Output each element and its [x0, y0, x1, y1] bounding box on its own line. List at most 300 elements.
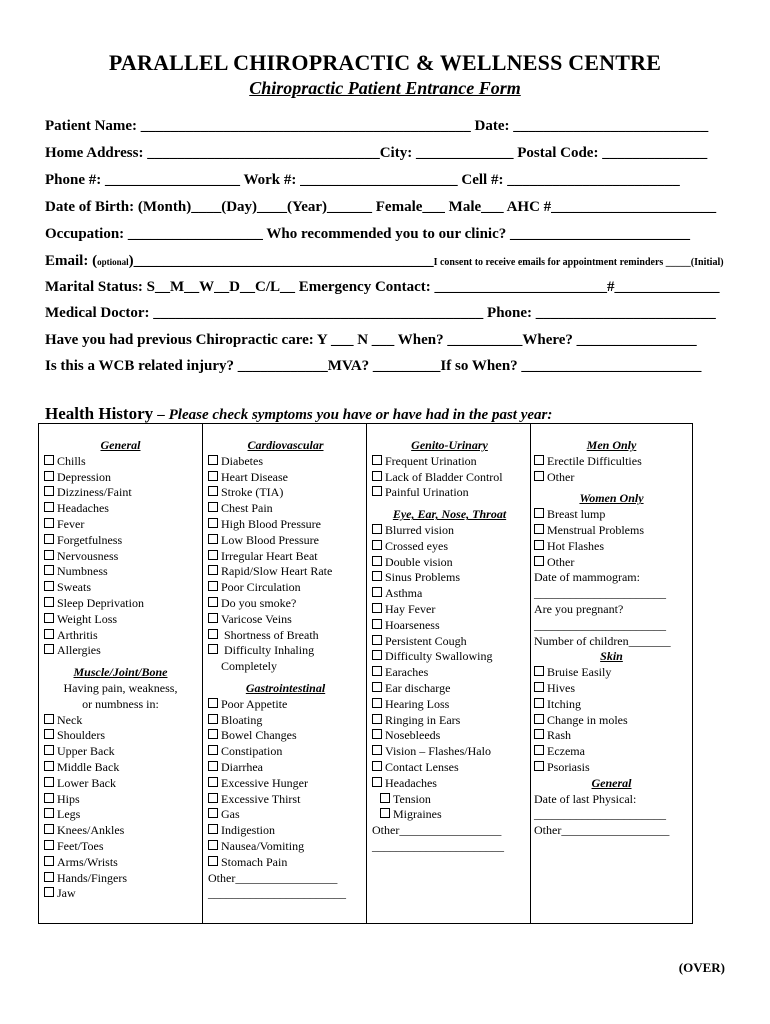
- checkbox-icon[interactable]: [208, 777, 218, 787]
- checkbox-icon[interactable]: [380, 793, 390, 803]
- symptom-label: Other: [547, 469, 575, 484]
- symptom-label: Legs: [57, 807, 81, 822]
- symptom-checkbox-item[interactable]: [534, 760, 689, 776]
- symptom-label: High Blood Pressure: [221, 516, 321, 531]
- column-cardiovascular: [208, 438, 363, 902]
- symptom-checkbox-item[interactable]: [208, 628, 363, 644]
- eent-heading: Eye, Ear, Nose, Throat: [392, 507, 507, 522]
- symptom-label: Shoulders: [57, 728, 105, 743]
- symptom-checkbox-item[interactable]: [44, 839, 197, 855]
- symptom-checkbox-item[interactable]: [208, 454, 363, 470]
- general-heading-women: General: [591, 775, 632, 790]
- checkbox-icon[interactable]: [372, 745, 382, 755]
- symptom-checkbox-item[interactable]: [208, 713, 363, 729]
- mjb-note: or numbness in:: [82, 696, 159, 711]
- checkbox-icon[interactable]: [44, 471, 54, 481]
- symptom-label: Hot Flashes: [547, 538, 604, 553]
- checkbox-icon[interactable]: [44, 856, 54, 866]
- symptom-label: Menstrual Problems: [547, 522, 644, 537]
- symptom-checkbox-item[interactable]: [44, 533, 197, 549]
- symptom-checkbox-item[interactable]: [44, 517, 197, 533]
- symptom-checkbox-item[interactable]: [44, 612, 197, 628]
- checkbox-icon[interactable]: [44, 824, 54, 834]
- symptom-checkbox-item[interactable]: [372, 485, 527, 501]
- checkbox-icon[interactable]: [372, 524, 382, 534]
- checkbox-icon[interactable]: [208, 729, 218, 739]
- checkbox-icon[interactable]: [44, 729, 54, 739]
- symptom-label: Asthma: [385, 586, 423, 601]
- cardio-list: [208, 454, 363, 659]
- symptom-checkbox-item[interactable]: [44, 501, 197, 517]
- checkbox-icon[interactable]: [372, 455, 382, 465]
- checkbox-icon[interactable]: [208, 840, 218, 850]
- symptom-checkbox-item[interactable]: [372, 539, 527, 555]
- checkbox-icon[interactable]: [372, 556, 382, 566]
- checkbox-icon[interactable]: [372, 619, 382, 629]
- checkbox-icon[interactable]: [44, 761, 54, 771]
- symptom-label: Nausea/Vomiting: [221, 838, 305, 853]
- symptom-label: Stroke (TIA): [221, 485, 284, 500]
- wcb-injury-line[interactable]: Is this a WCB related injury? ____________MVA? _________If so When? ________________________: [45, 358, 702, 374]
- symptom-label: Nervousness: [57, 548, 119, 563]
- symptom-label: Feet/Toes: [57, 838, 104, 853]
- symptom-label: Depression: [57, 469, 111, 484]
- cardiovascular-heading: Cardiovascular: [247, 438, 324, 452]
- symptom-label: Painful Urination: [385, 485, 469, 500]
- cardio-continued: Completely: [221, 659, 277, 674]
- symptom-checkbox-item[interactable]: [534, 713, 689, 729]
- symptom-checkbox-item[interactable]: [372, 618, 527, 634]
- women-other-field[interactable]: Other__________________: [534, 823, 670, 838]
- checkbox-icon[interactable]: [44, 486, 54, 496]
- gu-list: [372, 454, 527, 501]
- symptom-checkbox-item[interactable]: [534, 697, 689, 713]
- symptom-label: Upper Back: [57, 744, 115, 759]
- symptom-checkbox-item[interactable]: [44, 485, 197, 501]
- checkbox-icon[interactable]: [44, 518, 54, 528]
- symptom-checkbox-item[interactable]: [534, 523, 689, 539]
- checkbox-icon[interactable]: [44, 502, 54, 512]
- previous-care-line[interactable]: Have you had previous Chiropractic care: Y ___ N ___ When? __________Where? ________________: [45, 332, 697, 348]
- checkbox-icon[interactable]: [208, 550, 218, 560]
- symptom-label: Hips: [57, 791, 80, 806]
- symptom-label: Gas: [221, 807, 240, 822]
- medical-doctor-line[interactable]: Medical Doctor: ____________________________________________ Phone: ________________________: [45, 305, 716, 321]
- muscle-joint-bone-heading: Muscle/Joint/Bone: [73, 665, 168, 680]
- symptom-label: Difficulty Swallowing: [385, 649, 493, 664]
- symptom-label: Sweats: [57, 580, 91, 595]
- symptom-checkbox-item[interactable]: [208, 533, 363, 549]
- symptom-checkbox-item[interactable]: [372, 454, 527, 470]
- symptom-checkbox-item[interactable]: [44, 713, 197, 729]
- symptom-checkbox-item[interactable]: [44, 855, 197, 871]
- checkbox-icon[interactable]: [208, 856, 218, 866]
- checkbox-icon[interactable]: [372, 682, 382, 692]
- symptom-checkbox-item[interactable]: [372, 728, 527, 744]
- checkbox-icon[interactable]: [534, 714, 544, 724]
- symptom-checkbox-item[interactable]: [372, 586, 527, 602]
- symptom-checkbox-item[interactable]: [44, 744, 197, 760]
- symptom-label: Change in moles: [547, 712, 628, 727]
- cardio-other-line[interactable]: _______________________: [208, 886, 346, 901]
- symptom-checkbox-item[interactable]: [372, 744, 527, 760]
- symptom-label: Eczema: [547, 744, 585, 759]
- symptom-checkbox-item[interactable]: [208, 744, 363, 760]
- symptom-label: Indigestion: [221, 823, 275, 838]
- symptom-label: Bloating: [221, 712, 263, 727]
- email-consent[interactable]: I consent to receive emails for appointment reminders _____(Initial): [433, 257, 724, 268]
- checkbox-icon[interactable]: [372, 571, 382, 581]
- symptom-label: Numbness: [57, 564, 108, 579]
- checkbox-icon[interactable]: [44, 534, 54, 544]
- checkbox-icon[interactable]: [534, 455, 544, 465]
- column-divider: [530, 424, 531, 923]
- checkbox-icon[interactable]: [380, 808, 390, 818]
- symptom-label: Shortness of Breath: [221, 627, 319, 642]
- symptom-checkbox-item[interactable]: [208, 776, 363, 792]
- symptom-checkbox-item[interactable]: [44, 807, 197, 823]
- symptom-checkbox-item[interactable]: [372, 634, 527, 650]
- checkbox-icon[interactable]: [44, 644, 54, 654]
- gastrointestinal-heading: Gastrointestinal: [245, 680, 326, 695]
- symptom-label: Arthritis: [57, 627, 98, 642]
- symptom-label: Crossed eyes: [385, 538, 448, 553]
- symptom-checkbox-item[interactable]: [208, 855, 363, 871]
- pregnant-label: Are you pregnant?: [534, 601, 624, 616]
- checkbox-icon[interactable]: [208, 793, 218, 803]
- checkbox-icon[interactable]: [372, 471, 382, 481]
- date-of-birth-line[interactable]: Date of Birth: (Month)____(Day)____(Year)______ Female___ Male___ AHC #______________________: [45, 199, 717, 215]
- symptom-label: Headaches: [385, 775, 437, 790]
- symptom-checkbox-item[interactable]: [208, 580, 363, 596]
- symptom-checkbox-item[interactable]: [534, 539, 689, 555]
- symptom-checkbox-item[interactable]: [44, 564, 197, 580]
- occupation-line[interactable]: Occupation: __________________ Who recommended you to our clinic? ________________________: [45, 226, 690, 242]
- symptom-checkbox-item[interactable]: [372, 713, 527, 729]
- health-history-instructions: – Please check symptoms you have or have had in the past year:: [157, 407, 553, 423]
- symptom-checkbox-item[interactable]: [534, 507, 689, 523]
- symptom-label: Irregular Heart Beat: [221, 548, 318, 563]
- symptom-checkbox-item[interactable]: [208, 470, 363, 486]
- symptom-checkbox-item[interactable]: [372, 697, 527, 713]
- checkbox-icon[interactable]: [534, 682, 544, 692]
- symptom-checkbox-item[interactable]: [372, 570, 527, 586]
- symptom-checkbox-item[interactable]: [44, 728, 197, 744]
- email-line[interactable]: [45, 253, 735, 270]
- symptom-label: Itching: [547, 696, 581, 711]
- checkbox-icon[interactable]: [208, 698, 218, 708]
- skin-list: [534, 665, 689, 776]
- checkbox-icon[interactable]: [372, 777, 382, 787]
- symptom-checkbox-item[interactable]: [372, 523, 527, 539]
- symptom-checkbox-item[interactable]: [534, 728, 689, 744]
- symptom-checkbox-item[interactable]: [44, 628, 197, 644]
- symptom-label: Difficulty Inhaling: [221, 643, 315, 658]
- symptom-label: Poor Circulation: [221, 580, 301, 595]
- symptom-checkbox-item[interactable]: [44, 776, 197, 792]
- checkbox-icon[interactable]: [534, 524, 544, 534]
- women-list: [534, 507, 689, 570]
- symptom-label: Hands/Fingers: [57, 870, 127, 885]
- symptom-label: Do you smoke?: [221, 595, 297, 610]
- symptom-checkbox-item[interactable]: [208, 643, 363, 659]
- column-divider: [202, 424, 203, 923]
- checkbox-icon[interactable]: [44, 565, 54, 575]
- checkbox-icon[interactable]: [44, 455, 54, 465]
- checkbox-icon[interactable]: [534, 729, 544, 739]
- checkbox-icon[interactable]: [208, 745, 218, 755]
- checkbox-icon[interactable]: [372, 761, 382, 771]
- cardio-other-field[interactable]: Other_________________: [208, 870, 338, 885]
- symptom-label: Earaches: [385, 665, 429, 680]
- clinic-title: PARALLEL CHIROPRACTIC & WELLNESS CENTRE: [108, 50, 662, 75]
- health-history-title: Health History: [45, 404, 154, 423]
- symptom-checkbox-item[interactable]: [44, 596, 197, 612]
- men-list: [534, 454, 689, 486]
- genito-urinary-heading: Genito-Urinary: [411, 438, 488, 452]
- symptom-checkbox-item[interactable]: [208, 564, 363, 580]
- symptom-checkbox-item[interactable]: [208, 517, 363, 533]
- patient-name-line[interactable]: Patient Name: ____________________________________________ Date: __________________________: [45, 118, 709, 134]
- symptom-label: Excessive Thirst: [221, 791, 301, 806]
- marital-status-line[interactable]: Marital Status: S__M__W__D__C/L__ Emergency Contact: _______________________#______________: [45, 279, 720, 295]
- men-only-heading: Men Only: [586, 438, 637, 452]
- symptom-label: Hoarseness: [385, 617, 440, 632]
- checkbox-icon[interactable]: [208, 455, 218, 465]
- symptom-checkbox-item[interactable]: [380, 792, 527, 808]
- symptom-checkbox-item[interactable]: [380, 807, 527, 823]
- form-subtitle: Chiropractic Patient Entrance Form: [249, 78, 521, 98]
- symptom-checkbox-item[interactable]: [208, 760, 363, 776]
- symptom-checkbox-item[interactable]: [534, 744, 689, 760]
- email-label: Email: (: [45, 253, 98, 269]
- mjb-note: Having pain, weakness,: [63, 680, 178, 695]
- checkbox-icon[interactable]: [534, 761, 544, 771]
- column-genito-urinary: [372, 438, 527, 855]
- symptom-checkbox-item[interactable]: [208, 807, 363, 823]
- symptom-checkbox-item[interactable]: [44, 454, 197, 470]
- symptom-checkbox-item[interactable]: [44, 823, 197, 839]
- symptom-checkbox-item[interactable]: [208, 697, 363, 713]
- symptom-checkbox-item[interactable]: [208, 612, 363, 628]
- symptom-label: Double vision: [385, 554, 453, 569]
- checkbox-icon[interactable]: [44, 872, 54, 882]
- checkbox-icon[interactable]: [208, 486, 218, 496]
- symptom-label: Persistent Cough: [385, 633, 467, 648]
- gi-list: [208, 697, 363, 871]
- checkbox-icon[interactable]: [372, 729, 382, 739]
- symptom-checkbox-item[interactable]: [44, 792, 197, 808]
- symptom-label: Frequent Urination: [385, 453, 477, 468]
- home-address-line[interactable]: Home Address: _______________________________City: _____________ Postal Code: ______________: [45, 145, 708, 161]
- checkbox-icon[interactable]: [208, 597, 218, 607]
- eent-other-field[interactable]: Other_________________: [372, 823, 502, 838]
- mammogram-field[interactable]: ______________________: [534, 586, 666, 601]
- symptom-checkbox-item[interactable]: [208, 596, 363, 612]
- symptom-label: Chest Pain: [221, 501, 273, 516]
- checkbox-icon[interactable]: [208, 502, 218, 512]
- symptom-checkbox-item[interactable]: [208, 501, 363, 517]
- symptom-label: Bruise Easily: [547, 665, 612, 680]
- symptom-label: Weight Loss: [57, 611, 118, 626]
- checkbox-icon[interactable]: [534, 698, 544, 708]
- symptom-checkbox-item[interactable]: [208, 728, 363, 744]
- physical-field[interactable]: ______________________: [534, 807, 666, 822]
- checkbox-icon[interactable]: [208, 565, 218, 575]
- checkbox-icon[interactable]: [44, 840, 54, 850]
- checkbox-icon[interactable]: [208, 518, 218, 528]
- symptom-label: Poor Appetite: [221, 696, 288, 711]
- symptom-label: Erectile Difficulties: [547, 453, 642, 468]
- mjb-list: [44, 713, 197, 903]
- checkbox-icon[interactable]: [44, 793, 54, 803]
- symptom-label: Sinus Problems: [385, 570, 461, 585]
- symptom-label: Low Blood Pressure: [221, 532, 319, 547]
- symptom-label: Diarrhea: [221, 759, 263, 774]
- checkbox-icon[interactable]: [372, 603, 382, 613]
- checkbox-icon[interactable]: [534, 745, 544, 755]
- checkbox-icon[interactable]: [44, 550, 54, 560]
- phone-line[interactable]: Phone #: __________________ Work #: _____________________ Cell #: _______________________: [45, 172, 680, 188]
- symptom-label: Neck: [57, 712, 83, 727]
- symptom-checkbox-item[interactable]: [208, 485, 363, 501]
- symptom-checkbox-item[interactable]: [44, 580, 197, 596]
- symptom-label: Forgetfulness: [57, 532, 123, 547]
- symptom-checkbox-item[interactable]: [372, 665, 527, 681]
- symptom-label: Migraines: [393, 807, 442, 822]
- symptom-checkbox-item[interactable]: [44, 549, 197, 565]
- symptom-label: Fever: [57, 516, 85, 531]
- symptom-label: Diabetes: [221, 453, 263, 468]
- checkbox-icon[interactable]: [534, 556, 544, 566]
- checkbox-icon[interactable]: [44, 629, 54, 639]
- symptom-checkbox-item[interactable]: [44, 760, 197, 776]
- eent-list: [372, 523, 527, 792]
- symptom-checkbox-item[interactable]: [534, 681, 689, 697]
- column-men-women: [534, 438, 689, 839]
- symptom-checkbox-item[interactable]: [44, 871, 197, 887]
- checkbox-icon[interactable]: [44, 887, 54, 897]
- symptom-checkbox-item[interactable]: [44, 643, 197, 659]
- symptom-checkbox-item[interactable]: [372, 649, 527, 665]
- checkbox-icon[interactable]: [208, 644, 218, 654]
- checkbox-icon[interactable]: [208, 808, 218, 818]
- symptom-checkbox-item[interactable]: [208, 792, 363, 808]
- symptom-checkbox-item[interactable]: [372, 681, 527, 697]
- pregnant-field[interactable]: ______________________: [534, 617, 666, 632]
- symptom-checkbox-item[interactable]: [44, 470, 197, 486]
- symptom-checkbox-item[interactable]: [372, 760, 527, 776]
- symptom-label: Middle Back: [57, 759, 120, 774]
- symptom-checkbox-item[interactable]: [534, 454, 689, 470]
- checkbox-icon[interactable]: [208, 761, 218, 771]
- health-history-heading: [45, 404, 552, 424]
- checkbox-icon[interactable]: [44, 597, 54, 607]
- checkbox-icon[interactable]: [372, 635, 382, 645]
- symptom-checkbox-item[interactable]: [372, 776, 527, 792]
- checkbox-icon[interactable]: [372, 540, 382, 550]
- checkbox-icon[interactable]: [372, 486, 382, 496]
- checkbox-icon[interactable]: [44, 581, 54, 591]
- column-divider: [366, 424, 367, 923]
- checkbox-icon[interactable]: [372, 698, 382, 708]
- checkbox-icon[interactable]: [372, 650, 382, 660]
- symptom-label: Excessive Hunger: [221, 775, 308, 790]
- checkbox-icon[interactable]: [208, 471, 218, 481]
- symptom-label: Lower Back: [57, 775, 116, 790]
- symptom-label: Allergies: [57, 643, 101, 658]
- symptoms-table: [38, 423, 693, 924]
- checkbox-icon[interactable]: [372, 587, 382, 597]
- checkbox-icon[interactable]: [534, 508, 544, 518]
- symptom-label: Heart Disease: [221, 469, 288, 484]
- checkbox-icon[interactable]: [44, 613, 54, 623]
- email-optional: optional: [97, 257, 129, 267]
- checkbox-icon[interactable]: [534, 471, 544, 481]
- checkbox-icon[interactable]: [208, 581, 218, 591]
- symptom-label: Ear discharge: [385, 680, 451, 695]
- symptom-label: Nosebleeds: [385, 728, 441, 743]
- checkbox-icon[interactable]: [44, 808, 54, 818]
- symptom-checkbox-item[interactable]: [534, 555, 689, 571]
- physical-label: Date of last Physical:: [534, 791, 637, 806]
- symptom-label: Chills: [57, 453, 86, 468]
- column-general: [44, 438, 197, 902]
- checkbox-icon[interactable]: [44, 777, 54, 787]
- symptom-checkbox-item[interactable]: [372, 602, 527, 618]
- symptom-checkbox-item[interactable]: [44, 886, 197, 902]
- checkbox-icon[interactable]: [208, 714, 218, 724]
- symptom-checkbox-item[interactable]: [208, 839, 363, 855]
- symptom-label: Sleep Deprivation: [57, 595, 144, 610]
- email-field[interactable]: )________________________________________: [128, 253, 434, 269]
- symptom-label: Hearing Loss: [385, 696, 450, 711]
- symptom-label: Varicose Veins: [221, 611, 292, 626]
- symptom-checkbox-item[interactable]: [534, 470, 689, 486]
- checkbox-icon[interactable]: [372, 666, 382, 676]
- symptom-label: Rash: [547, 728, 571, 743]
- symptom-checkbox-item[interactable]: [208, 823, 363, 839]
- eent-other-line[interactable]: ______________________: [372, 838, 504, 853]
- symptom-label: Ringing in Ears: [385, 712, 461, 727]
- women-only-heading: Women Only: [579, 491, 644, 506]
- symptom-checkbox-item[interactable]: [534, 665, 689, 681]
- symptom-label: Knees/Ankles: [57, 823, 125, 838]
- checkbox-icon[interactable]: [534, 540, 544, 550]
- symptom-label: Constipation: [221, 744, 283, 759]
- checkbox-icon[interactable]: [372, 714, 382, 724]
- symptom-label: Hay Fever: [385, 601, 436, 616]
- symptom-checkbox-item[interactable]: [372, 555, 527, 571]
- children-field[interactable]: Number of children_______: [534, 633, 671, 648]
- checkbox-icon[interactable]: [534, 666, 544, 676]
- symptom-checkbox-item[interactable]: [372, 470, 527, 486]
- checkbox-icon[interactable]: [44, 714, 54, 724]
- symptom-label: Dizziness/Faint: [57, 485, 132, 500]
- checkbox-icon[interactable]: [208, 534, 218, 544]
- over-note: (OVER): [678, 960, 725, 975]
- symptom-label: Tension: [393, 791, 431, 806]
- checkbox-icon[interactable]: [208, 824, 218, 834]
- symptom-checkbox-item[interactable]: [208, 549, 363, 565]
- checkbox-icon[interactable]: [208, 613, 218, 623]
- symptom-label: Psoriasis: [547, 759, 590, 774]
- symptom-label: Contact Lenses: [385, 759, 459, 774]
- symptom-label: Arms/Wrists: [57, 854, 118, 869]
- checkbox-icon[interactable]: [44, 745, 54, 755]
- symptom-label: Bowel Changes: [221, 728, 297, 743]
- checkbox-icon[interactable]: [208, 629, 218, 639]
